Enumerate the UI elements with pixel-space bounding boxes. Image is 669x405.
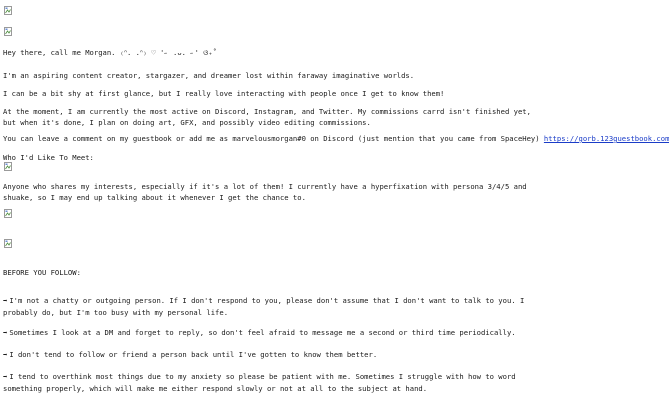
guestbook-text: You can leave a comment on my guestbook or add me as marvelousmorgan#0 on Discord (just mention that you came from SpaceHey) [3, 134, 544, 143]
guestbook-link[interactable]: https://gorb.123guestbook.com [543, 134, 669, 143]
arrow-icon: ➡ [3, 372, 8, 381]
follow-item-text: Sometimes I look at a DM and forget to reply, so don't feel afraid to message me a second or third time periodically. [9, 328, 516, 337]
follow-item-text: I don't tend to follow or friend a person back until I've gotten to know them better. [9, 350, 378, 359]
follow-item [3, 350, 377, 359]
meet-text: Anyone who shares my interests, especially if it's a lot of them! I currently have a hyperfixation with persona 3/4/5 and shuake, so I may end up talking about it whenever I get the chance to. [3, 182, 527, 202]
follow-item-text: I tend to overthink most things due to my anxiety so please be patient with me. Sometimes I struggle with how to word something properly, which will make me either respond slowly or not at all to the subject at hand. [3, 372, 516, 393]
meet-heading: Who I'd Like To Meet: [3, 153, 94, 162]
guestbook-paragraph [3, 134, 669, 143]
follow-item [3, 371, 537, 395]
follow-item [3, 295, 537, 319]
broken-image-icon [4, 162, 12, 171]
broken-image-icon [4, 27, 12, 36]
broken-image-icon [4, 6, 12, 15]
broken-image-icon [4, 239, 12, 248]
arrow-icon: ➡ [3, 296, 8, 305]
follow-item-text: I'm not a chatty or outgoing person. If I don't respond to you, please don't assume that I don't want to talk to you. I probably do, but I'm too busy with my personal life. [3, 296, 525, 317]
follow-item [3, 328, 516, 337]
arrow-icon: ➡ [3, 350, 8, 359]
shy-text: I can be a bit shy at first glance, but I really love interacting with people once I get to know them! [3, 89, 445, 98]
activity-text: At the moment, I am currently the most active on Discord, Instagram, and Twitter. My commissions carrd isn't finished yet, but when it's done, I plan on doing art, GFX, and possibly video editing commissions. [3, 107, 531, 127]
about-text: I'm an aspiring content creator, stargazer, and dreamer lost within faraway imaginative worlds. [3, 71, 415, 80]
greeting-text: Hey there, call me Morgan. ₍ᐢ. .ᐢ₎ ♡ '˶ .ᴗ. ˶' ଓ₊˚ [3, 48, 217, 57]
follow-heading: BEFORE YOU FOLLOW: [3, 268, 81, 277]
broken-image-icon [4, 209, 12, 218]
arrow-icon: ➡ [3, 328, 8, 337]
